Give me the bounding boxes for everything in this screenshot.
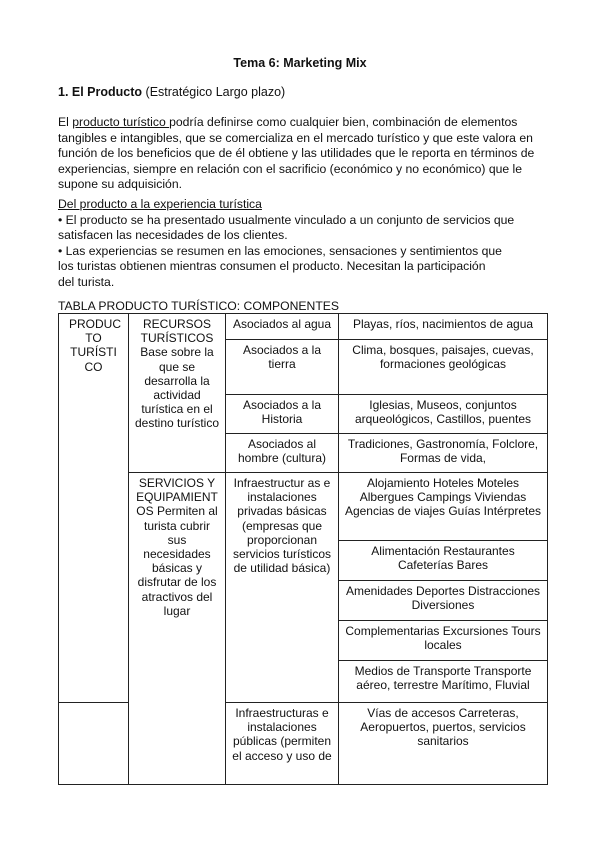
table-row <box>59 703 548 785</box>
section-number-title: 1. El Producto <box>58 85 143 99</box>
items-cell: Medios de Transporte Transporte aéreo, terrestre Marítimo, Fluvial <box>339 661 548 703</box>
items-cell: Iglesias, Museos, conjuntos arqueológicos, Castillos, puentes <box>339 395 548 434</box>
experience-section <box>58 197 548 291</box>
items-cell: Tradiciones, Gastronomía, Folclore, Formas de vida, <box>339 434 548 473</box>
exp-line1: • El producto se ha presentado usualmente vinculado a un conjunto de servicios que <box>58 212 515 227</box>
category-cell: Asociados al hombre (cultura) <box>226 434 339 473</box>
private-infra-cell: Infraestructur as e instalaciones privadas básicas (empresas que proporcionan servicios turísticos de utilidad básica) <box>226 473 339 703</box>
producto-turistico-link: producto turístico <box>72 115 170 129</box>
category-cell: Asociados al agua <box>226 314 339 340</box>
exp-line3: • Las experiencias se resumen en las emociones, sensaciones y sentimientos que <box>58 243 502 258</box>
items-cell: Clima, bosques, paisajes, cuevas, formaciones geológicas <box>339 340 548 395</box>
items-cell: Vías de accesos Carreteras, Aeropuertos, puertos, servicios sanitarios <box>339 703 548 785</box>
def-line2: tangibles e intangibles, que se comercializa en el mercado turístico y que este valora en <box>58 130 533 145</box>
def-line4: experiencias, siempre en relación con el sacrificio (económico y no económico) que le <box>58 161 523 176</box>
def-line3: función de los beneficios que de él obtiene y las utilidades que le reporta en términos de <box>58 146 535 161</box>
table-row <box>59 473 548 541</box>
section-heading <box>58 85 285 99</box>
recursos-desc: Base sobre la que se desarrolla la actividad turística en el destino turístico <box>134 345 220 431</box>
category-cell: Asociados a la Historia <box>226 395 339 434</box>
def-pre: El <box>58 115 73 129</box>
items-cell: Amenidades Deportes Distracciones Diversiones <box>339 581 548 621</box>
servicios-label: SERVICIOS Y EQUIPAMIENT OS <box>136 476 218 519</box>
table-row <box>59 314 548 340</box>
items-cell: Alojamiento Hoteles Moteles Albergues Campings Viviendas Agencias de viajes Guías Intérpretes <box>339 473 548 541</box>
exp-line5: del turista. <box>58 274 115 289</box>
recursos-cell <box>129 314 226 473</box>
exp-line2: satisfacen las necesidades de los clientes. <box>58 228 288 243</box>
producto-turistico-cell: PRODUC TO TURÍSTI CO <box>59 314 129 703</box>
servicios-desc: SERVICIOS Y EQUIPAMIENT OS Permiten al turista cubrir sus necesidades básicas y disfrutar de los atractivos del lugar <box>136 476 218 618</box>
empty-cell <box>59 703 129 785</box>
items-cell: Playas, ríos, nacimientos de agua <box>339 314 548 340</box>
exp-line4: los turistas obtienen mientras consumen el producto. Necesitan la participación <box>58 259 486 274</box>
def-line5: supone su adquisición. <box>58 177 182 192</box>
def-line1: podría definirse como cualquier bien, combinación de elementos <box>169 115 518 129</box>
items-cell: Complementarias Excursiones Tours locales <box>339 621 548 661</box>
page-title: Tema 6: Marketing Mix <box>233 56 367 70</box>
section-subtitle: (Estratégico Largo plazo) <box>145 85 286 99</box>
items-cell: Alimentación Restaurantes Cafeterías Bares <box>339 541 548 581</box>
servicios-cell <box>129 473 226 703</box>
empty-cell <box>129 703 226 785</box>
components-table <box>58 313 548 785</box>
category-cell: Asociados a la tierra <box>226 340 339 395</box>
experience-heading: Del producto a la experiencia turística <box>58 197 262 211</box>
public-infra-cell: Infraestructuras e instalaciones públicas (permiten el acceso y uso de <box>226 703 339 785</box>
definition-paragraph <box>58 115 548 193</box>
table-caption: TABLA PRODUCTO TURÍSTICO: COMPONENTES <box>58 299 340 313</box>
recursos-label: RECURSOS TURÍSTICOS <box>140 317 214 346</box>
